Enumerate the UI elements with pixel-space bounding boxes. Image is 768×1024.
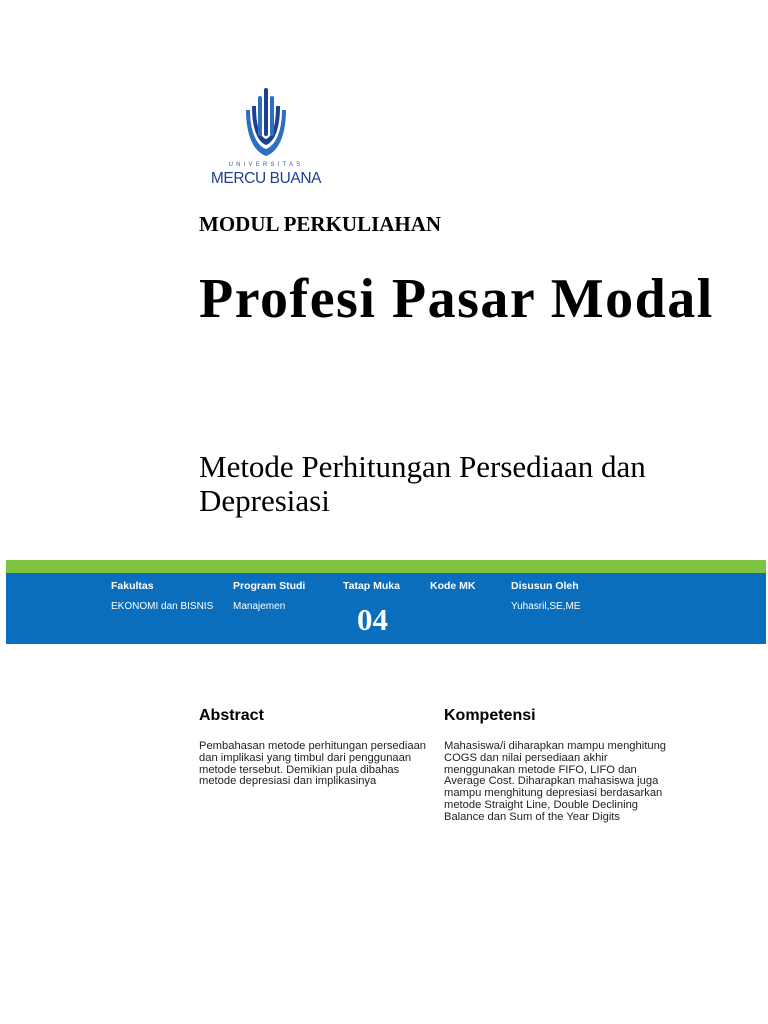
logo-university-name: MERCU BUANA <box>210 170 322 187</box>
fakultas-label: Fakultas <box>111 580 154 592</box>
abstract-text: Pembahasan metode perhitungan persediaan dan implikasi yang timbul dari penggunaan metode tersebut. Demikian pula dibahas metode depresiasi dan implikasinya <box>199 740 427 788</box>
tatap-muka-label: Tatap Muka <box>343 580 400 592</box>
university-logo <box>198 86 334 194</box>
document-title: Profesi Pasar Modal <box>199 268 714 330</box>
kompetensi-text: Mahasiswa/i diharapkan mampu menghitung COGS dan nilai persediaan akhir menggunakan metode FIFO, LIFO dan Average Cost. Diharapkan mahasiswa juga mampu menghitung depresiasi berdasarkan metode Straight Line, Double Declining Balance dan Sum of the Year Digits <box>444 740 667 823</box>
fakultas-value: EKONOMI dan BISNIS <box>111 601 214 612</box>
tatap-muka-value: 04 <box>357 602 388 637</box>
info-bar-accent <box>6 560 766 573</box>
mercu-buana-emblem-icon <box>244 86 288 158</box>
kode-mk-label: Kode MK <box>430 580 476 592</box>
program-studi-label: Program Studi <box>233 580 306 592</box>
logo-university-word: UNIVERSITAS <box>228 162 304 168</box>
program-studi-value: Manajemen <box>233 601 286 612</box>
kompetensi-heading: Kompetensi <box>444 707 536 724</box>
disusun-oleh-value: Yuhasril,SE,ME <box>511 601 581 612</box>
module-label: MODUL PERKULIAHAN <box>199 212 442 236</box>
abstract-heading: Abstract <box>199 707 264 724</box>
document-subtitle: Metode Perhitungan Persediaan dan Depresiasi <box>199 449 646 518</box>
disusun-oleh-label: Disusun Oleh <box>511 580 579 592</box>
